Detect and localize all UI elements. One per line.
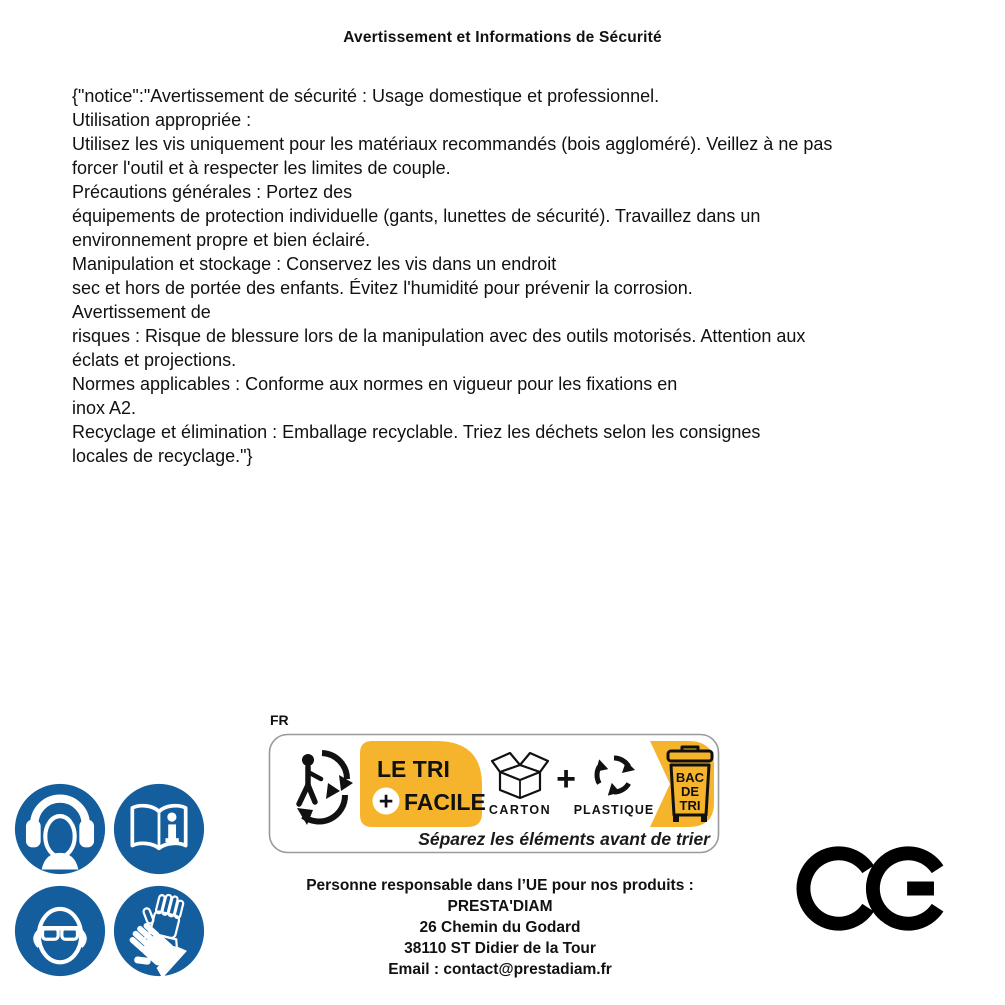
badge-line2: FACILE xyxy=(404,789,486,815)
notice-line: éclats et projections. xyxy=(72,350,237,370)
notice-line: risques : Risque de blessure lors de la manipulation avec des outils motorisés. Attention aux xyxy=(72,326,806,346)
badge-plus-icon: + xyxy=(378,787,394,816)
responsible-person-block xyxy=(250,875,750,980)
eye-protection-icon xyxy=(14,885,106,977)
pictogram-wear-eye-protection xyxy=(14,885,106,977)
protective-gloves-icon xyxy=(113,885,205,977)
safety-pictograms xyxy=(14,783,205,977)
notice-line: Avertissement de xyxy=(72,302,211,322)
pictogram-wear-ear-protection xyxy=(14,783,106,875)
page-title: Avertissement et Informations de Sécurité xyxy=(343,29,662,46)
bin-label-1: BAC xyxy=(675,770,705,785)
material-plastique-label: PLASTIQUE xyxy=(573,803,655,817)
responsible-address-street: 26 Chemin du Godard xyxy=(419,919,581,936)
responsible-email: Email : contact@prestadiam.fr xyxy=(388,961,612,978)
ear-protection-icon xyxy=(14,783,106,875)
notice-line: Utilisez les vis uniquement pour les matériaux recommandés (bois aggloméré). Veillez à ne pas xyxy=(72,134,833,154)
responsible-company: PRESTA'DIAM xyxy=(447,898,553,915)
badge-line1: LE TRI xyxy=(377,756,450,782)
notice-line: inox A2. xyxy=(72,398,137,418)
plus-sign: + xyxy=(556,760,576,798)
responsible-address-city: 38110 ST Didier de la Tour xyxy=(404,940,596,957)
ce-marking xyxy=(796,841,946,941)
notice-text xyxy=(72,84,952,468)
bin-label-3: TRI xyxy=(679,798,701,813)
notice-line: Manipulation et stockage : Conservez les vis dans un endroit xyxy=(72,254,557,274)
notice-line: environnement propre et bien éclairé. xyxy=(72,230,371,250)
notice-line: Recyclage et élimination : Emballage recyclable. Triez les déchets selon les consignes xyxy=(72,422,761,442)
fr-country-label: FR xyxy=(270,712,289,728)
responsible-line: Personne responsable dans l’UE pour nos produits : xyxy=(306,877,694,894)
notice-line: Normes applicables : Conforme aux normes en vigueur pour les fixations en xyxy=(72,374,678,394)
notice-line: {"notice":"Avertissement de sécurité : Usage domestique et professionnel. xyxy=(72,86,660,106)
ce-mark-icon xyxy=(796,841,946,936)
notice-line: sec et hors de portée des enfants. Évitez l'humidité pour prévenir la corrosion. xyxy=(72,278,693,298)
notice-line: locales de recyclage."} xyxy=(72,446,253,466)
sorting-caption: Séparez les éléments avant de trier xyxy=(418,829,710,849)
notice-line: Précautions générales : Portez des xyxy=(72,182,353,202)
bin-label-2: DE xyxy=(680,784,700,799)
read-manual-icon xyxy=(113,783,205,875)
recycling-info-panel xyxy=(268,733,720,854)
notice-line: Utilisation appropriée : xyxy=(72,110,252,130)
pictogram-wear-protective-gloves xyxy=(113,885,205,977)
material-carton-label: CARTON xyxy=(488,803,552,817)
pictogram-read-instruction-manual xyxy=(113,783,205,875)
notice-line: équipements de protection individuelle (gants, lunettes de sécurité). Travaillez dans un xyxy=(72,206,761,226)
sorting-badge xyxy=(360,741,486,827)
notice-line: forcer l'outil et à respecter les limites de couple. xyxy=(72,158,451,178)
